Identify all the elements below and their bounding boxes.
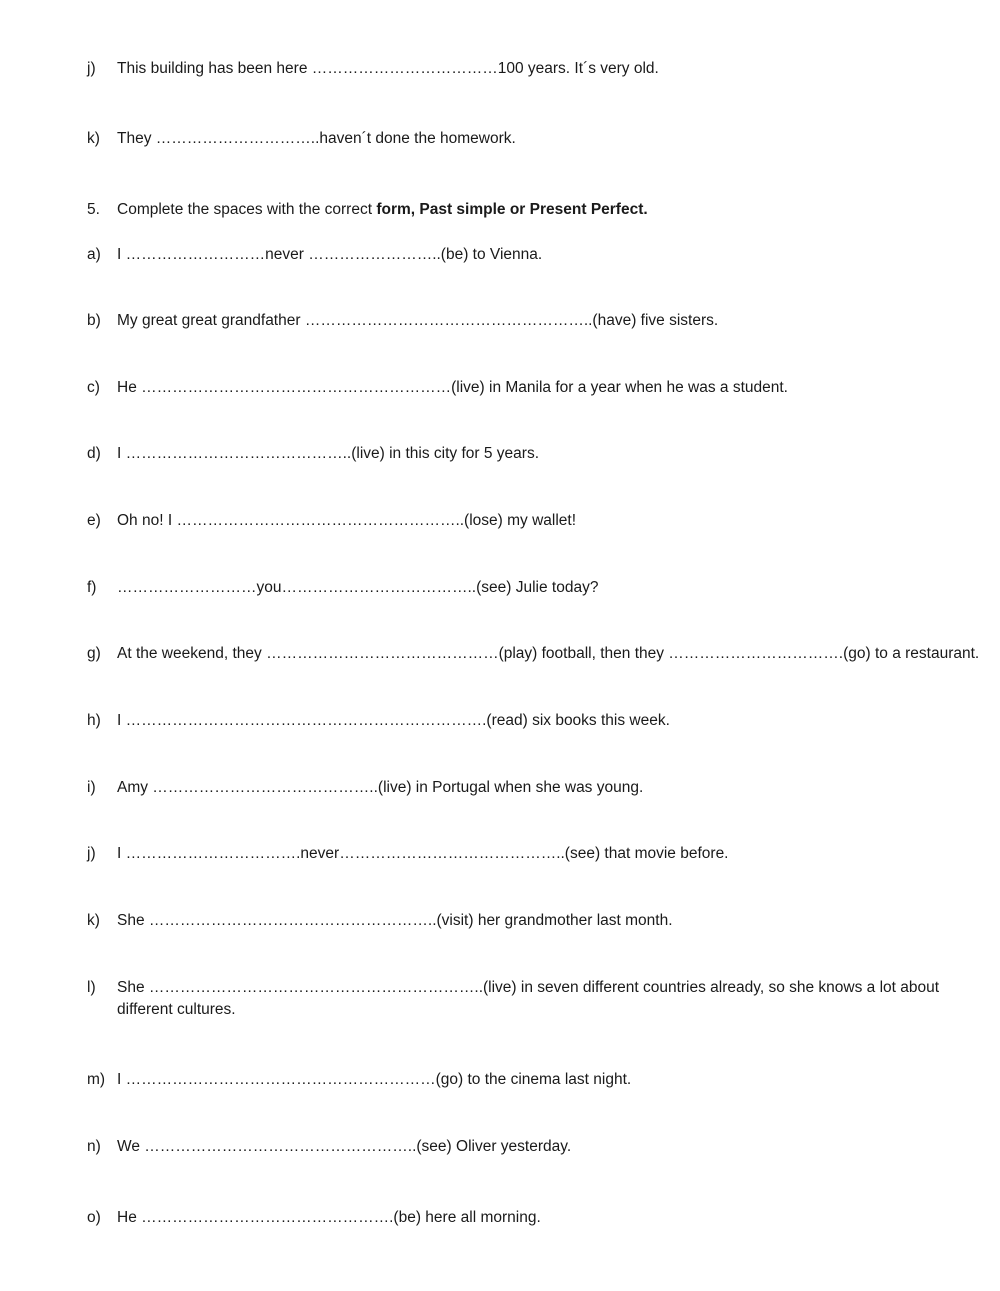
- item-sentence: He ………………………………………….(be) here all morning.: [117, 1209, 541, 1226]
- exercise-item: [0, 128, 1000, 150]
- item-sentence: I ……………………………………..(live) in this city for 5 years.: [117, 445, 539, 462]
- section-heading: [0, 199, 1000, 221]
- item-label: g): [87, 645, 101, 662]
- item-label: o): [87, 1209, 101, 1226]
- item-sentence: Oh no! I ………………………………………………..(lose) my wallet!: [117, 512, 577, 529]
- exercise-item: [0, 777, 1000, 799]
- exercise-item: [0, 643, 1000, 665]
- item-label: l): [87, 979, 96, 996]
- item-label: h): [87, 712, 101, 729]
- item-sentence: We ……………………………………………..(see) Oliver yesterday.: [117, 1138, 572, 1155]
- exercise-item: [0, 1136, 1000, 1158]
- exercise-item: [0, 244, 1000, 266]
- item-label: e): [87, 512, 101, 529]
- item-label: n): [87, 1138, 101, 1155]
- item-label: m): [87, 1071, 106, 1088]
- item-sentence: Amy ……………………………………..(live) in Portugal when she was young.: [117, 779, 644, 796]
- item-sentence-continuation: different cultures.: [117, 1001, 236, 1018]
- item-sentence: This building has been here ………………………………100 years. It´s very old.: [117, 60, 659, 77]
- instruction-bold: form, Past simple or Present Perfect.: [376, 201, 648, 218]
- item-sentence: She ………………………………………………………..(live) in seven different countries already, so she knows a lot about: [117, 979, 940, 996]
- exercise-item: [0, 977, 1000, 1018]
- item-sentence: ………………………you………………………………..(see) Julie today?: [117, 579, 599, 596]
- item-sentence: I ………………………never ……………………..(be) to Vienna.: [117, 246, 543, 263]
- exercise-item: [0, 510, 1000, 532]
- item-label: k): [87, 130, 100, 147]
- section-instruction: [117, 199, 648, 221]
- exercise-item: [0, 910, 1000, 932]
- exercise-item: [0, 843, 1000, 865]
- item-sentence: They …………………………..haven´t done the homework.: [117, 130, 516, 147]
- item-label: c): [87, 379, 100, 396]
- item-sentence: She ………………………………………………..(visit) her grandmother last month.: [117, 912, 673, 929]
- exercise-item: [0, 443, 1000, 465]
- exercise-item: [0, 710, 1000, 732]
- exercise-item: [0, 1207, 1000, 1229]
- item-label: j): [87, 845, 96, 862]
- item-sentence: At the weekend, they ………………………………………(play) football, then they …………………………….(go) to a restaurant.: [117, 645, 980, 662]
- item-label: j): [87, 60, 96, 77]
- item-label: k): [87, 912, 100, 929]
- exercise-item: [0, 58, 1000, 80]
- item-sentence: I ……………………………………………………(go) to the cinema last night.: [117, 1071, 632, 1088]
- item-sentence: I …………………………………………………………….(read) six books this week.: [117, 712, 670, 729]
- item-label: b): [87, 312, 101, 329]
- item-sentence: I …………………………….never……………………………………..(see) that movie before.: [117, 845, 729, 862]
- exercise-item: [0, 1069, 1000, 1091]
- item-sentence: He ……………………………………………………(live) in Manila for a year when he was a student.: [117, 379, 788, 396]
- section-number: 5.: [87, 201, 100, 218]
- item-label: a): [87, 246, 101, 263]
- item-sentence: My great great grandfather ………………………………………………..(have) five sisters.: [117, 312, 719, 329]
- instruction-plain: Complete the spaces with the correct: [117, 201, 377, 218]
- item-label: i): [87, 779, 96, 796]
- exercise-item: [0, 577, 1000, 599]
- exercise-item: [0, 377, 1000, 399]
- exercise-item: [0, 310, 1000, 332]
- item-label: f): [87, 579, 97, 596]
- item-label: d): [87, 445, 101, 462]
